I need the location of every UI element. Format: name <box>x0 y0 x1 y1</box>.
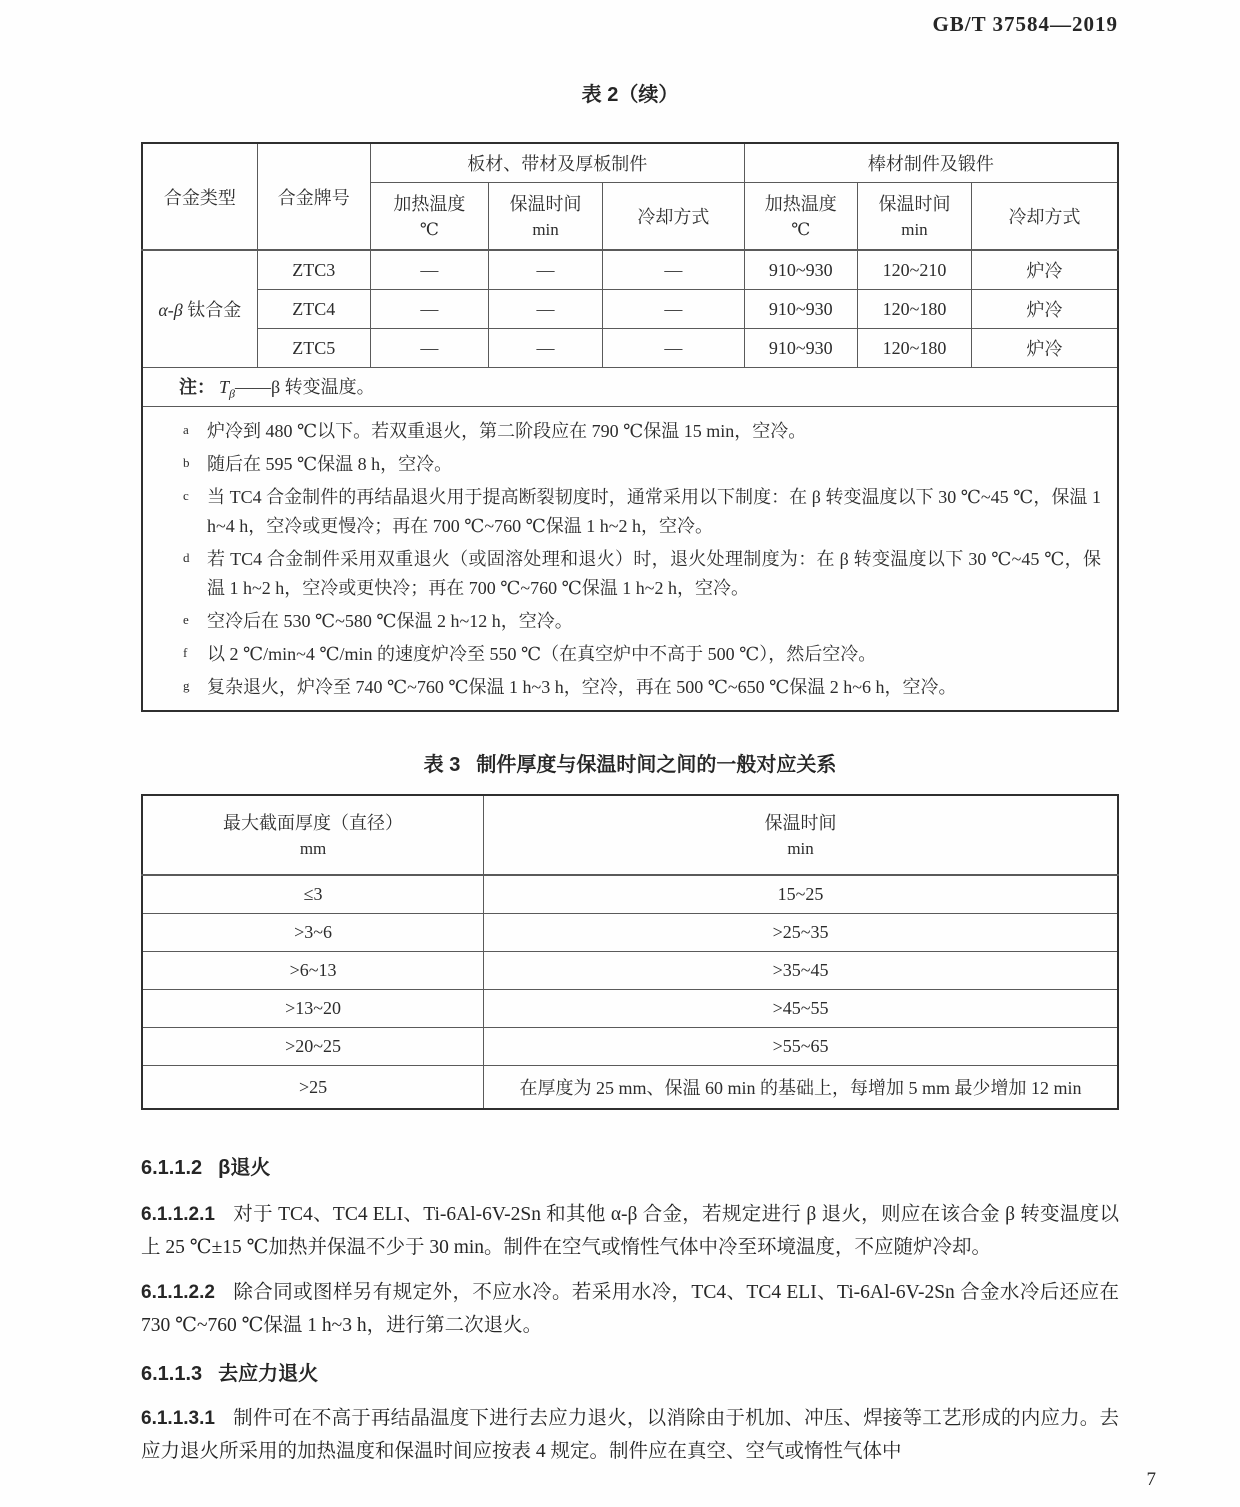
column-label: 保温时间 <box>878 194 951 214</box>
clause-number: 6.1.1.2.1 <box>141 1204 215 1225</box>
table2-grade-cell: ZTC4 <box>257 290 370 329</box>
table2-cell: 120~180 <box>857 290 971 329</box>
table2-note <box>142 368 1118 407</box>
column-unit: mm <box>299 839 327 858</box>
table3-thickness-cell: >6~13 <box>142 952 484 990</box>
footnote-marker: d <box>183 550 190 565</box>
footnote-a <box>173 417 1101 446</box>
table2-cell: 炉冷 <box>972 290 1118 329</box>
table2-cell: — <box>488 329 602 368</box>
table3-title-prefix: 表 3 <box>423 754 461 776</box>
clause-number: 6.1.1.3 <box>141 1363 203 1385</box>
table2-footnotes-row <box>142 407 1118 712</box>
table3-thickness-cell: >13~20 <box>142 990 484 1028</box>
table2-cell: — <box>370 290 488 329</box>
page-number: 7 <box>1146 1469 1156 1490</box>
footnote-marker: e <box>183 612 189 627</box>
table2-header-hold-1 <box>488 183 602 251</box>
table3-thickness-cell: >3~6 <box>142 914 484 952</box>
table3-header-row <box>142 795 1118 875</box>
paragraph-6-1-1-2-1 <box>141 1198 1119 1264</box>
footnote-f <box>173 640 1101 669</box>
footnote-text: 炉冷到 480 ℃以下。若双重退火，第二阶段应在 790 ℃保温 15 min，空冷。 <box>207 421 807 441</box>
table3-time-cell: 15~25 <box>484 875 1118 914</box>
table2-cell: 120~180 <box>857 329 971 368</box>
column-unit: min <box>787 839 814 858</box>
note-symbol-subscript: β <box>229 386 235 401</box>
table-row <box>142 290 1118 329</box>
section-heading-6-1-1-3 <box>141 1360 1119 1388</box>
footnote-marker: f <box>183 645 188 660</box>
table3-thickness-cell: >20~25 <box>142 1028 484 1066</box>
table2-header-alloy-grade: 合金牌号 <box>257 143 370 250</box>
paragraph-text: 对于 TC4、TC4 ELI、Ti-6Al-6V-2Sn 和其他 α-β 合金，若规定进行 β 退火，则应在该合金 β 转变温度以上 25 ℃±15 ℃加热并保温不少于 30 min。制件在空气或惰性气体中冷至环境温度，不应随炉冷却。 <box>141 1204 1119 1258</box>
table2-header-cool-1: 冷却方式 <box>603 183 745 251</box>
table3-time-cell: >35~45 <box>484 952 1118 990</box>
clause-number: 6.1.1.3.1 <box>141 1408 215 1429</box>
paragraph-6-1-1-3-1 <box>141 1402 1119 1468</box>
table-row <box>142 914 1118 952</box>
table2-cell: 910~930 <box>744 250 857 290</box>
table3-header-thickness <box>142 795 484 875</box>
footnote-marker: c <box>183 488 189 503</box>
table-row <box>142 1028 1118 1066</box>
table-row <box>142 952 1118 990</box>
table2-header-hold-2 <box>857 183 971 251</box>
table2-cell: — <box>603 290 745 329</box>
table3-time-cell: 在厚度为 25 mm、保温 60 min 的基础上，每增加 5 mm 最少增加 12 min <box>484 1066 1118 1110</box>
footnote-text: 若 TC4 合金制件采用双重退火（或固溶处理和退火）时，退火处理制度为：在 β 转变温度以下 30 ℃~45 ℃，保温 1 h~2 h，空冷或更快冷；再在 700 ℃~760 ℃保温 1 h~2 h，空冷。 <box>207 549 1101 598</box>
table2-header-group-bar: 棒材制件及锻件 <box>744 143 1118 183</box>
footnote-text: 当 TC4 合金制件的再结晶退火用于提高断裂韧度时，通常采用以下制度：在 β 转变温度以下 30 ℃~45 ℃，保温 1 h~4 h，空冷或更慢冷；再在 700 ℃~760 ℃保温 1 h~2 h，空冷。 <box>207 487 1101 536</box>
footnote-e <box>173 607 1101 636</box>
alloy-type-greek: α-β <box>158 300 183 320</box>
table3-time-cell: >25~35 <box>484 914 1118 952</box>
table2-header-heat-2 <box>744 183 857 251</box>
table3-title <box>141 752 1119 778</box>
table2-note-row <box>142 368 1118 407</box>
table2-header-cool-2: 冷却方式 <box>972 183 1118 251</box>
footnote-text: 复杂退火，炉冷至 740 ℃~760 ℃保温 1 h~3 h，空冷，再在 500 ℃~650 ℃保温 2 h~6 h，空冷。 <box>207 677 957 697</box>
document-code: GB/T 37584—2019 <box>932 12 1118 36</box>
table3-thickness-cell: ≤3 <box>142 875 484 914</box>
footnote-b <box>173 450 1101 479</box>
table-row <box>142 1066 1118 1110</box>
table-row <box>142 250 1118 290</box>
table-row <box>142 875 1118 914</box>
table2-grade-cell: ZTC3 <box>257 250 370 290</box>
clause-number: 6.1.1.2.2 <box>141 1282 215 1303</box>
table2-title: 表 2（续） <box>581 84 679 106</box>
footnote-text: 随后在 595 ℃保温 8 h，空冷。 <box>207 454 453 474</box>
table2-cell: — <box>488 290 602 329</box>
footnote-text: 以 2 ℃/min~4 ℃/min 的速度炉冷至 550 ℃（在真空炉中不高于 500 ℃），然后空冷。 <box>207 644 877 664</box>
column-label: 加热温度 <box>764 194 837 214</box>
column-label: 保温时间 <box>509 194 582 214</box>
table2-cell: 炉冷 <box>972 250 1118 290</box>
footnote-g <box>173 673 1101 702</box>
table2-cell: — <box>603 250 745 290</box>
footnote-marker: g <box>183 678 190 693</box>
column-label: 加热温度 <box>393 194 466 214</box>
table2-alloy-type-cell <box>142 250 257 368</box>
table-row <box>142 329 1118 368</box>
note-text: ——β 转变温度。 <box>235 376 375 397</box>
table2-cell: 910~930 <box>744 290 857 329</box>
table2-header-heat-1 <box>370 183 488 251</box>
table2-header-group-row <box>142 143 1118 183</box>
section-heading-6-1-1-2 <box>141 1154 1119 1182</box>
footnote-d <box>173 545 1101 603</box>
note-symbol: T <box>219 376 230 397</box>
table3-time-cell: >55~65 <box>484 1028 1118 1066</box>
table2-footnotes <box>142 407 1118 712</box>
footnote-marker: b <box>183 455 190 470</box>
table2-cell: — <box>603 329 745 368</box>
paragraph-text: 制件可在不高于再结晶温度下进行去应力退火，以消除由于机加、冲压、焊接等工艺形成的内应力。去应力退火所采用的加热温度和保温时间应按表 4 规定。制件应在真空、空气或惰性气体中 <box>141 1408 1119 1462</box>
note-label: 注： <box>179 376 215 397</box>
column-unit: min <box>532 220 559 239</box>
column-unit: min <box>901 220 928 239</box>
footnote-text: 空冷后在 530 ℃~580 ℃保温 2 h~12 h，空冷。 <box>207 611 573 631</box>
footnote-marker: a <box>183 422 189 437</box>
table2 <box>141 142 1119 712</box>
table3-title-text: 制件厚度与保温时间之间的一般对应关系 <box>476 754 837 776</box>
footnote-c <box>173 483 1101 541</box>
column-unit: ℃ <box>791 220 811 239</box>
table3 <box>141 794 1119 1110</box>
table2-grade-cell: ZTC5 <box>257 329 370 368</box>
table2-cell: 910~930 <box>744 329 857 368</box>
clause-title: β退火 <box>218 1157 271 1179</box>
table-row <box>142 990 1118 1028</box>
table2-cell: — <box>370 250 488 290</box>
table2-header-group-plate: 板材、带材及厚板制件 <box>370 143 744 183</box>
clause-title: 去应力退火 <box>218 1363 319 1385</box>
column-label: 最大截面厚度（直径） <box>223 813 404 833</box>
paragraph-text: 除合同或图样另有规定外，不应水冷。若采用水冷，TC4、TC4 ELI、Ti-6Al-6V-2Sn 合金水冷后还应在 730 ℃~760 ℃保温 1 h~3 h，进行第二次退火。 <box>141 1282 1119 1336</box>
page-content <box>141 0 1119 1468</box>
paragraph-6-1-1-2-2 <box>141 1276 1119 1342</box>
alloy-type-text: 钛合金 <box>187 300 242 320</box>
table3-header-time <box>484 795 1118 875</box>
table2-header-alloy-type: 合金类型 <box>142 143 257 250</box>
table3-thickness-cell: >25 <box>142 1066 484 1110</box>
column-unit: ℃ <box>419 220 439 239</box>
table2-cell: 120~210 <box>857 250 971 290</box>
table2-cell: — <box>370 329 488 368</box>
column-label: 保温时间 <box>764 813 837 833</box>
table2-cell: — <box>488 250 602 290</box>
clause-number: 6.1.1.2 <box>141 1157 203 1179</box>
table3-time-cell: >45~55 <box>484 990 1118 1028</box>
table2-cell: 炉冷 <box>972 329 1118 368</box>
